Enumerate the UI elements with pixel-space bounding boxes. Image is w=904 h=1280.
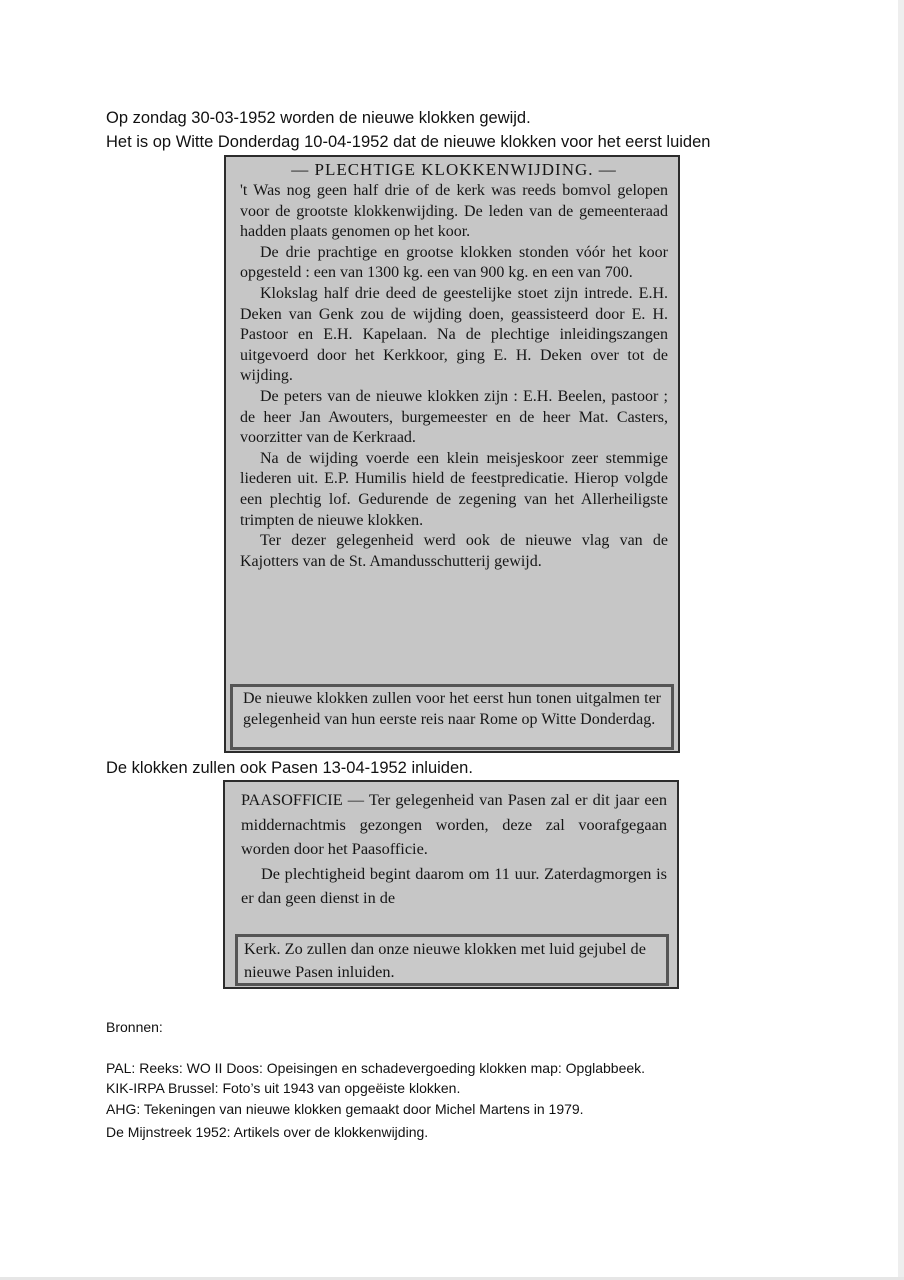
intro-line-2: Het is op Witte Donderdag 10-04-1952 dat de nieuwe klokken voor het eerst luiden — [106, 133, 711, 151]
clipping-title: — PLECHTIGE KLOKKENWIJDING. — — [291, 160, 617, 179]
clipping-text — [241, 788, 667, 911]
clipping-paragraph-6: Ter dezer gelegenheid werd ook de nieuwe vlag van de Kajotters van de St. Amandusschutterij gewijd. — [240, 532, 668, 570]
clipping-boxed-notice: Kerk. Zo zullen dan onze nieuwe klokken met luid gejubel de nieuwe Pasen inluiden. — [235, 934, 669, 986]
clipping-paragraph-1: 't Was nog geen half drie of de kerk was reeds bomvol gelopen voor de grootste klokkenwijding. De leden van de gemeenteraad hadden plaats genomen op het koor. — [240, 182, 668, 241]
clipping-paragraph-3: Klokslag half drie deed de geestelijke stoet zijn intrede. E.H. Deken van Genk zou de wijding doen, geassisteerd door E. H. Pastoor en E.H. Kapelaan. Na de plechtige inleidingszangen uitgevoerd door het Kerkkoor, ging E. H. Deken over tot de wijding. — [240, 284, 668, 385]
newspaper-clipping-paasofficie — [223, 780, 679, 989]
intro-line-1: Op zondag 30-03-1952 worden de nieuwe klokken gewijd. — [106, 109, 531, 127]
source-item: De Mijnstreek 1952: Artikels over de klokkenwijding. — [106, 1124, 429, 1140]
source-item: AHG: Tekeningen van nieuwe klokken gemaakt door Michel Martens in 1979. — [106, 1101, 584, 1117]
page-edge-right — [898, 0, 904, 1280]
clipping-paragraph-4: De peters van de nieuwe klokken zijn : E.H. Beelen, pastoor ; de heer Jan Awouters, burgemeester en de heer Mat. Casters, voorzitter van de Kerkraad. — [240, 387, 668, 447]
newspaper-clipping-klokkenwijding — [224, 155, 680, 753]
clipping-paragraph-2: De drie prachtige en grootse klokken stonden vóór het koor opgesteld : een van 1300 kg. een van 900 kg. en een van 700. — [240, 243, 668, 282]
clipping-paragraph-2: De plechtigheid begint daarom om 11 uur. Zaterdagmorgen is er dan geen dienst in de — [241, 863, 667, 907]
source-item: PAL: Reeks: WO II Doos: Opeisingen en schadevergoeding klokken map: Opglabbeek. — [106, 1060, 646, 1076]
source-item: KIK-IRPA Brussel: Foto’s uit 1943 van opgeëiste klokken. — [106, 1080, 461, 1096]
middle-text: De klokken zullen ook Pasen 13-04-1952 inluiden. — [106, 759, 473, 777]
clipping-text — [240, 159, 668, 572]
clipping-boxed-notice: De nieuwe klokken zullen voor het eerst hun tonen uitgalmen ter gelegenheid van hun eerste reis naar Rome op Witte Donderdag. — [230, 684, 674, 750]
clipping-paragraph-5: Na de wijding voerde een klein meisjeskoor zeer stemmige liederen uit. E.P. Humilis hield de feestpredicatie. Hierop volgde een plechtig lof. Gedurende de zegening van het Allerheiligste trimpten de nieuwe klokken. — [240, 449, 668, 529]
sources-heading: Bronnen: — [106, 1019, 163, 1035]
clipping-paragraph-1: PAASOFFICIE — Ter gelegenheid van Pasen zal er dit jaar een middernachtmis gezongen worden, deze zal voorafgegaan worden door het Paasofficie. — [241, 790, 667, 858]
